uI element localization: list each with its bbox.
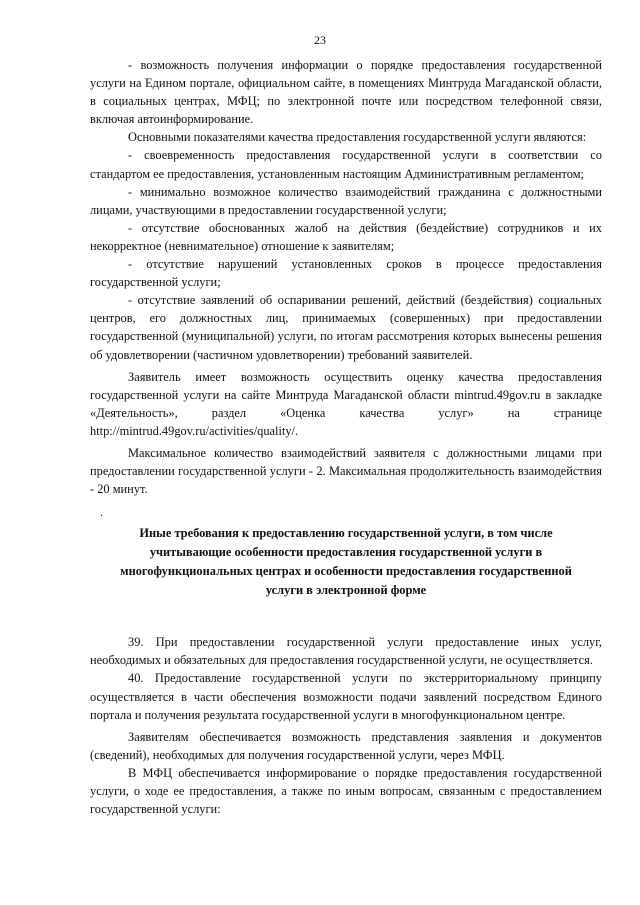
paragraph: В МФЦ обеспечивается информирование о порядке предоставления государственной услуги, о ходе ее предоставления, а также по иным вопросам, связанным с предоставлением государственной услуги: bbox=[90, 765, 602, 817]
paragraph: 39. При предоставлении государственной услуги предоставление иных услуг, необходимых и обязательных для предоставления государственной услуги, не осуществляется. bbox=[90, 635, 602, 668]
paragraph: 40. Предоставление государственной услуги по экстерриториальному принципу осуществляется в части обеспечения возможности подачи заявлений посредством Единого портала и получения результата государственной услуги в многофункциональном центре. bbox=[90, 671, 602, 722]
paragraph: - возможность получения информации о порядке предоставления государственной услуги на Едином портале, официальном сайте, в помещениях Минтруда Магаданской области, в социальных центрах, МФЦ; по электронной почте или посредством телефонной связи, включая автоинформирование. bbox=[90, 58, 602, 127]
paragraph: Заявитель имеет возможность осуществить оценку качества предоставления государственной услуги на сайте Минтруда Магаданской области mintrud.49gov.ru в закладке «Деятельность», раздел «Оценка качества услуг» на странице http://mintrud.49gov.ru/activities/quality/. bbox=[90, 369, 602, 438]
paragraph: - минимально возможное количество взаимодействий гражданина с должностными лицами, участвующими в предоставлении государственной услуги; bbox=[90, 184, 602, 217]
paragraph: Максимальное количество взаимодействий заявителя с должностными лицами при предоставлении государственной услуги - 2. Максимальная продолжительность взаимодействия - 20 минут. bbox=[90, 445, 602, 497]
paragraph: - отсутствие заявлений об оспаривании решений, действий (бездействия) социальных центров, его должностных лиц, принимаемых (совершенных) при предоставлении государственной (муниципальной) услуги, по итогам рассмотрения которых вынесены решения об удовлетворении (частичном удовлетворении) требований заявителей. bbox=[90, 293, 602, 362]
section-heading: Иные требования к предоставлению государственной услуги, в том числе учитывающие особенности предоставления государственной услуги в многофункциональных центрах и особенности предоставления государственной услуги в электронной форме bbox=[120, 526, 572, 598]
page-number: 23 bbox=[314, 33, 326, 47]
paragraph: - отсутствие обоснованных жалоб на действия (бездействие) сотрудников и их некорректное (невнимательное) отношение к заявителям; bbox=[90, 220, 602, 253]
paragraph: Основными показателями качества предоставления государственной услуги являются: bbox=[128, 130, 587, 145]
document-body bbox=[90, 56, 602, 818]
spacer bbox=[90, 600, 602, 633]
stray-mark: . bbox=[100, 505, 103, 520]
paragraph: - своевременность предоставления государственной услуги в соответствии со стандартом ее предоставления, установленным настоящим Административным регламентом; bbox=[90, 148, 602, 181]
paragraph: - отсутствие нарушений установленных сроков в процессе предоставления государственной услуги; bbox=[90, 257, 602, 290]
paragraph: Заявителям обеспечивается возможность представления заявления и документов (сведений), необходимых для получения государственной услуги, через МФЦ. bbox=[90, 729, 602, 762]
